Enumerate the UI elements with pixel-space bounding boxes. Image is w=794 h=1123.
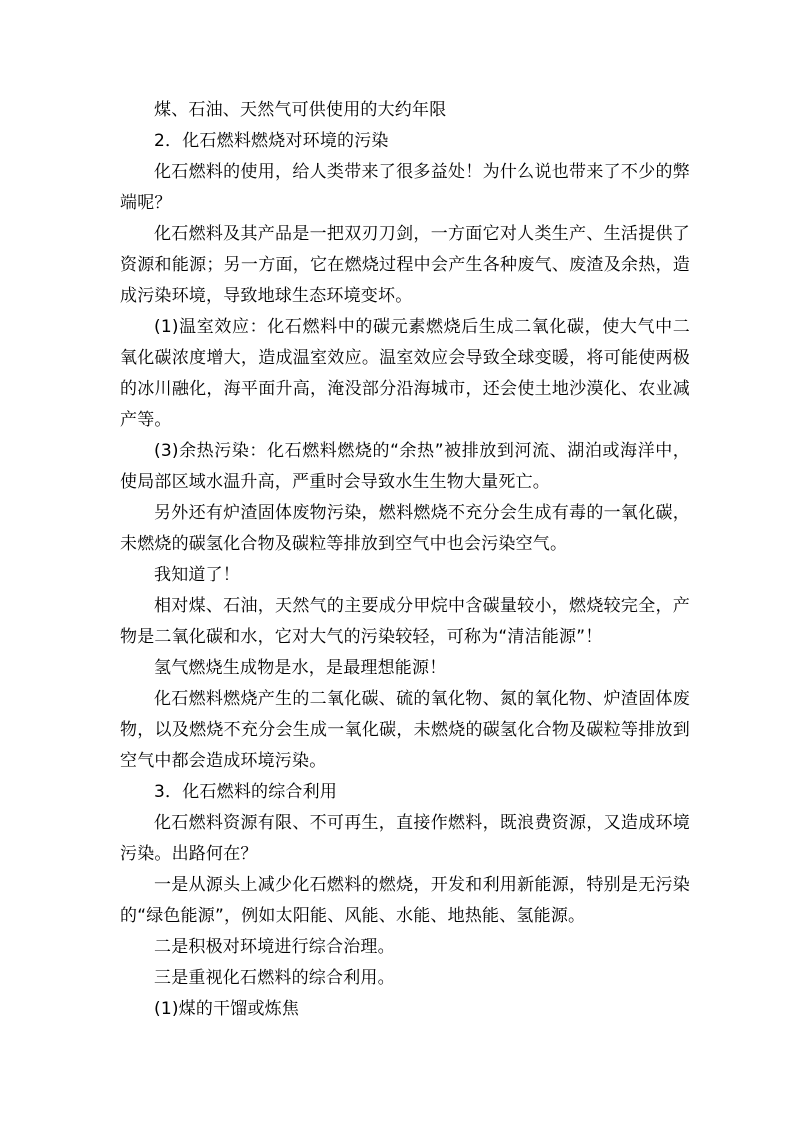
- paragraph-i-know: 我知道了！: [154, 565, 240, 585]
- paragraph-greenhouse: (1)温室效应：化石燃料中的碳元素燃烧后生成二氧化碳，使大气中二氧化碳浓度增大，造成温室效应。温室效应会导致全球变暖，将可能使两极的冰川融化，海平面升高，淹没部分沿海城市，还会使土地沙漠化、农业减产等。: [120, 317, 690, 430]
- paragraph-option-two: 二是积极对环境进行综合治理。: [154, 937, 395, 957]
- paragraph-option-three: 三是重视化石燃料的综合利用。: [154, 968, 395, 988]
- subheading-coal-coking: (1)煤的干馏或炼焦: [154, 999, 300, 1019]
- paragraph-other-pollution: 另外还有炉渣固体废物污染，燃料燃烧不充分会生成有毒的一氧化碳，未燃烧的碳氢化合物及碳粒等排放到空气中也会污染空气。: [120, 503, 690, 554]
- paragraph-summary: 化石燃料燃烧产生的二氧化碳、硫的氧化物、氮的氧化物、炉渣固体废物，以及燃烧不充分会生成一氧化碳，未燃烧的碳氢化合物及碳粒等排放到空气中都会造成环境污染。: [120, 689, 690, 771]
- paragraph-reserves-heading: 煤、石油、天然气可供使用的大约年限: [154, 100, 447, 120]
- paragraph-thermal-pollution: (3)余热污染：化石燃料燃烧的“余热”被排放到河流、湖泊或海洋中，使局部区域水温升高，严重时会导致水生生物大量死亡。: [120, 441, 690, 492]
- paragraph-limited-resources: 化石燃料资源有限、不可再生，直接作燃料，既浪费资源，又造成环境污染。出路何在？: [120, 813, 690, 864]
- paragraph-double-edged: 化石燃料及其产品是一把双刃刀剑，一方面它对人类生产、生活提供了资源和能源；另一方面，它在燃烧过程中会产生各种废气、废渣及余热，造成污染环境，导致地球生态环境变坏。: [120, 224, 690, 306]
- paragraph-option-one: 一是从源头上减少化石燃料的燃烧，开发和利用新能源，特别是无污染的“绿色能源”，例如太阳能、风能、水能、地热能、氢能源。: [120, 875, 690, 926]
- section-heading-utilization: 3．化石燃料的综合利用: [154, 782, 338, 802]
- paragraph-natural-gas: 相对煤、石油，天然气的主要成分甲烷中含碳量较小，燃烧较完全，产物是二氧化碳和水，它对大气的污染较轻，可称为“清洁能源”！: [120, 596, 690, 647]
- paragraph-hydrogen: 氢气燃烧生成物是水，是最理想能源！: [154, 658, 447, 678]
- paragraph-question: 化石燃料的使用，给人类带来了很多益处！为什么说也带来了不少的弊端呢？: [120, 162, 690, 213]
- document-body: [120, 95, 690, 1025]
- section-heading-pollution: 2．化石燃料燃烧对环境的污染: [154, 131, 389, 151]
